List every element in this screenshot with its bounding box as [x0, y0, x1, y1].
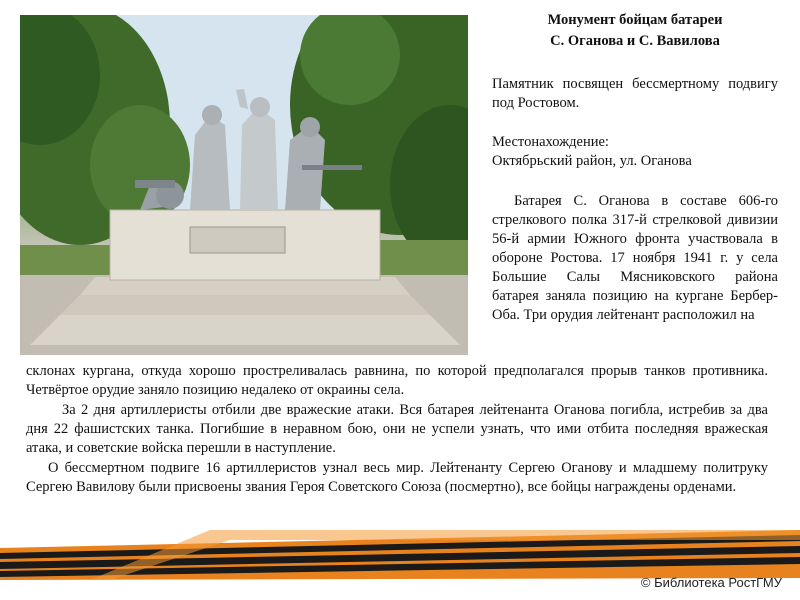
- legacy-paragraph: О бессмертном подвиге 16 артиллеристов узнал весь мир. Лейтенанту Сергею Оганову и младшему политруку Сергею Вавилову были присвоены звания Героя Советского Союза (посмертно), все бойцы награждены орденами.: [26, 460, 768, 495]
- location-label: Местонахождение:: [492, 134, 609, 150]
- history-paragraph-start: Батарея С. Оганова в составе 606-го стрелкового полка 317-й стрелковой дивизии 56-й армии Южного фронта участвовала в обороне Ростова. 17 ноября 1941 г. у села Большие Салы Мясниковского района батарея заняла позицию на кургане Бербер-Оба. Три орудия лейтенант расположил на: [492, 193, 778, 323]
- monument-photo: [20, 15, 468, 355]
- location-value: Октябрьский район, ул. Оганова: [492, 153, 692, 169]
- monument-illustration: [20, 15, 468, 355]
- history-paragraph-continued: склонах кургана, откуда хорошо простреливалась равнина, по которой предполагался прорыв танков противника. Четвёртое орудие заняло позицию недалеко от окраины села.: [26, 363, 768, 398]
- copyright-label: © Библиотека РостГМУ: [640, 575, 782, 590]
- page-title: [492, 10, 778, 52]
- location-block: [492, 133, 778, 171]
- battle-paragraph: За 2 дня артиллеристы отбили две вражеские атаки. Вся батарея лейтенанта Оганова погибла, истребив за два дня 22 фашистских танка. Погибшие в неравном бою, они не успели узнать, что ими отбита последняя вражеская атака, и советские войска перешли в наступление.: [26, 402, 768, 456]
- title-line-2: С. Оганова и С. Вавилова: [550, 33, 720, 49]
- title-line-1: Монумент бойцам батареи: [547, 12, 723, 28]
- intro-paragraph: Памятник посвящен бессмертному подвигу под Ростовом.: [492, 76, 778, 111]
